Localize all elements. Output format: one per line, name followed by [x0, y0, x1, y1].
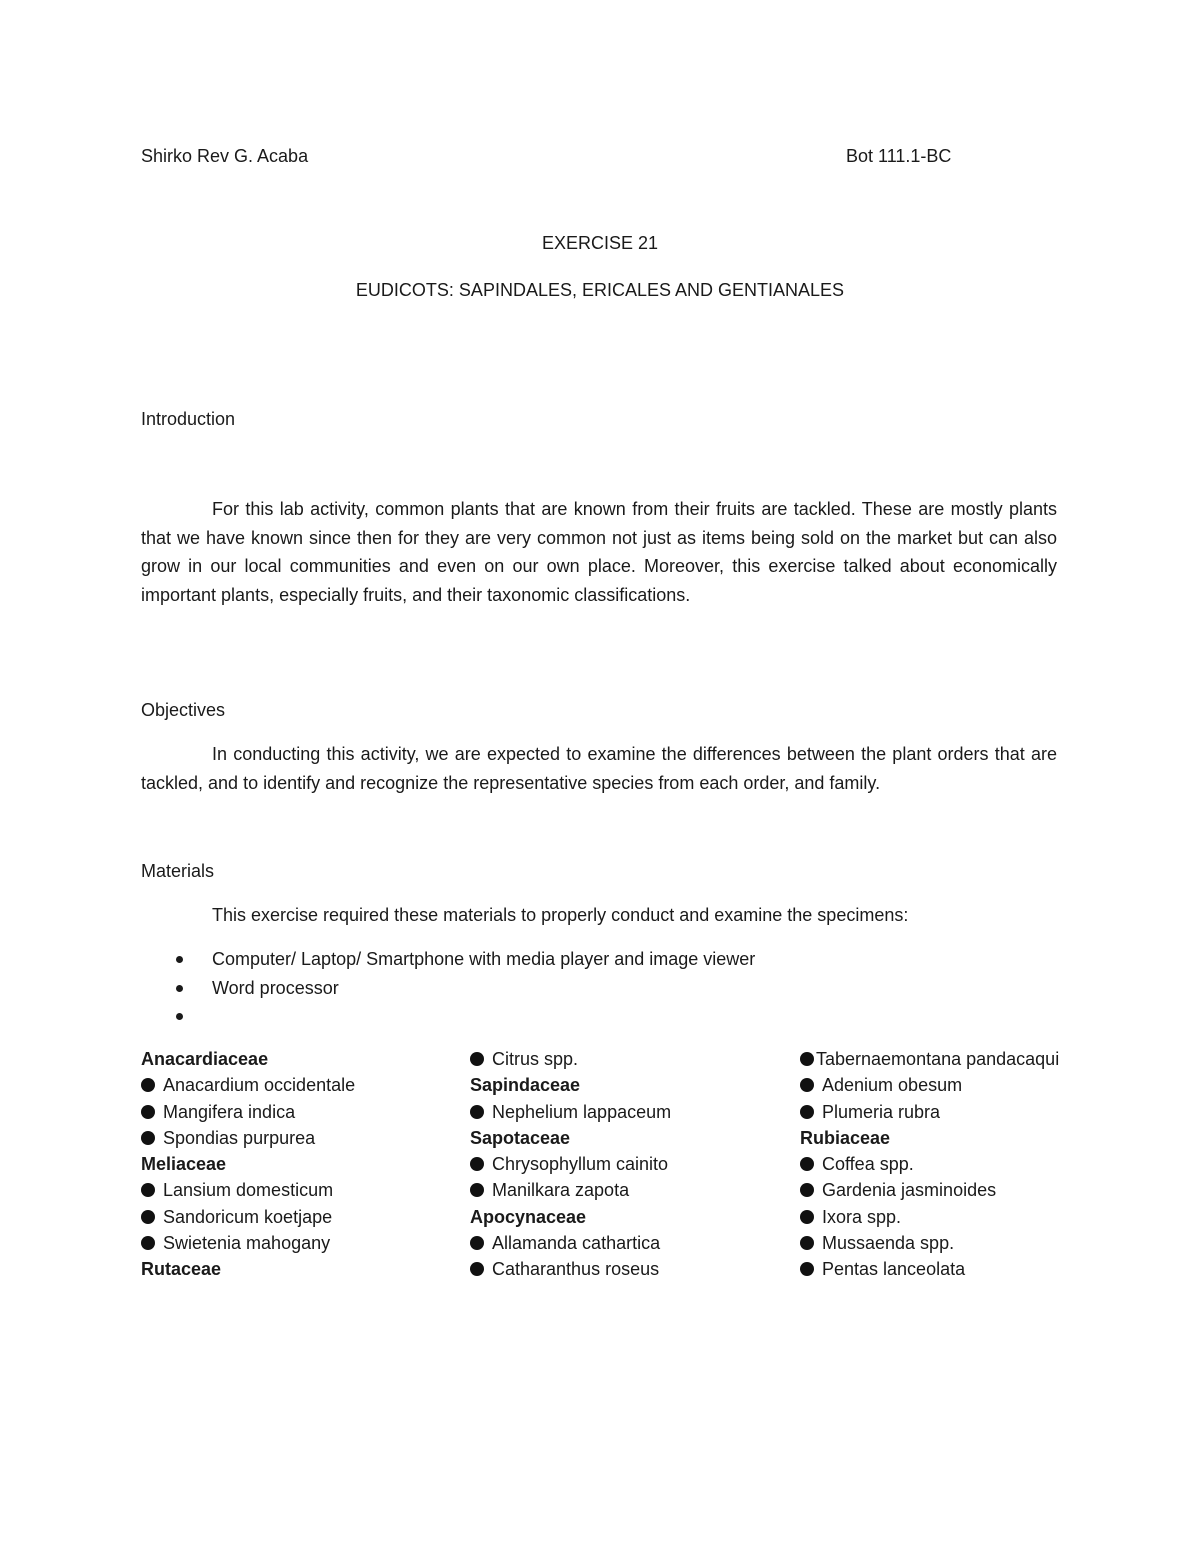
list-item	[170, 1005, 755, 1034]
species-item: Mangifera indica	[141, 1101, 355, 1127]
species-item: Manilkara zapota	[470, 1179, 671, 1205]
bullet-icon	[470, 1052, 484, 1066]
bullet-icon	[470, 1183, 484, 1197]
family-name: Rutaceae	[141, 1259, 222, 1280]
species-item: Catharanthus roseus	[470, 1258, 671, 1284]
bullet-icon	[800, 1078, 814, 1092]
materials-heading: Materials	[141, 861, 215, 881]
bullet-icon	[800, 1210, 814, 1224]
introduction-paragraph: For this lab activity, common plants that are known from their fruits are tackled. These are mostly plants that we have known since then for they are very common not just as items being sold on the market but can also grow in our local communities and even on our own place. Moreover, this exercise talked about economically important plants, especially fruits, and their taxonomic classifications.	[141, 499, 1057, 605]
bullet-icon	[141, 1210, 155, 1224]
species-item: Nephelium lappaceum	[470, 1101, 671, 1127]
family-name: Sapotaceae	[470, 1127, 571, 1148]
species-item: Gardenia jasminoides	[800, 1179, 1059, 1205]
materials-list	[170, 948, 755, 1034]
species-item: Anacardium occidentale	[141, 1074, 355, 1100]
bullet-icon	[470, 1236, 484, 1250]
species-item: Tabernaemontana pandacaqui	[800, 1048, 1059, 1074]
bullet-icon	[470, 1262, 484, 1276]
objectives-heading: Objectives	[141, 700, 226, 720]
species-column-1	[141, 1048, 355, 1285]
family-name: Apocynaceae	[470, 1206, 587, 1227]
species-column-3	[800, 1048, 1059, 1285]
species-item: Chrysophyllum cainito	[470, 1153, 671, 1179]
bullet-icon	[141, 1183, 155, 1197]
bullet-icon	[141, 1131, 155, 1145]
family-name: Rubiaceae	[800, 1127, 891, 1148]
species-item: Lansium domesticum	[141, 1179, 355, 1205]
species-item: Ixora spp.	[800, 1206, 1059, 1232]
family-name: Sapindaceae	[470, 1075, 581, 1096]
species-item: Citrus spp.	[470, 1048, 671, 1074]
species-item: Pentas lanceolata	[800, 1258, 1059, 1284]
bullet-icon	[800, 1157, 814, 1171]
species-item: Swietenia mahogany	[141, 1232, 355, 1258]
family-name: Meliaceae	[141, 1154, 227, 1175]
bullet-icon	[800, 1236, 814, 1250]
species-column-2	[470, 1048, 671, 1285]
species-item: Spondias purpurea	[141, 1127, 355, 1153]
bullet-icon	[470, 1105, 484, 1119]
materials-intro: This exercise required these materials to properly conduct and examine the specimens:	[212, 905, 909, 925]
bullet-icon	[141, 1105, 155, 1119]
species-item: Sandoricum koetjape	[141, 1206, 355, 1232]
exercise-title: EXERCISE 21	[541, 233, 659, 253]
bullet-icon	[176, 1013, 183, 1020]
family-name: Anacardiaceae	[141, 1049, 269, 1069]
bullet-icon	[470, 1157, 484, 1171]
objectives-paragraph: In conducting this activity, we are expected to examine the differences between the plant orders that are tackled, and to identify and recognize the representative species from each order, and family.	[141, 744, 1057, 793]
course-code: Bot 111.1-BC	[846, 146, 952, 166]
bullet-icon	[141, 1236, 155, 1250]
species-item: Adenium obesum	[800, 1074, 1059, 1100]
bullet-icon	[176, 956, 183, 963]
bullet-icon	[141, 1078, 155, 1092]
bullet-icon	[800, 1183, 814, 1197]
list-item: Computer/ Laptop/ Smartphone with media player and image viewer	[170, 948, 755, 977]
species-item: Allamanda cathartica	[470, 1232, 671, 1258]
species-item: Coffea spp.	[800, 1153, 1059, 1179]
bullet-icon	[800, 1262, 814, 1276]
species-item: Plumeria rubra	[800, 1101, 1059, 1127]
exercise-subtitle: EUDICOTS: SAPINDALES, ERICALES AND GENTIANALES	[355, 280, 845, 300]
species-item: Mussaenda spp.	[800, 1232, 1059, 1258]
bullet-icon	[800, 1105, 814, 1119]
author-name: Shirko Rev G. Acaba	[141, 146, 309, 166]
introduction-heading: Introduction	[141, 409, 236, 429]
list-item: Word processor	[170, 977, 755, 1006]
bullet-icon	[800, 1052, 814, 1066]
bullet-icon	[176, 985, 183, 992]
